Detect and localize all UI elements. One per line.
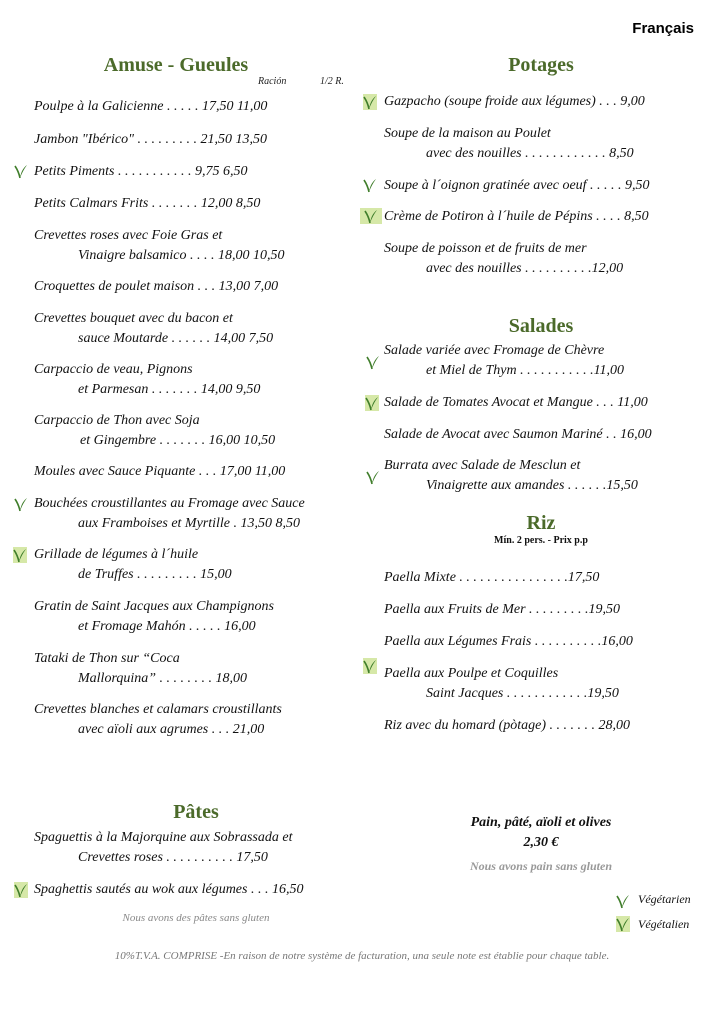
item-line-1: Bouchées croustillantes au Fromage avec Sauce	[34, 496, 305, 511]
bread-price: 2,30 €	[523, 835, 559, 850]
col-half-racion: 1/2 R.	[320, 76, 344, 87]
menu-item: Gazpacho (soupe froide aux légumes) . . . 9,00	[384, 94, 645, 109]
item-line-2: aux Framboises et Myrtille . 13,50 8,50	[78, 516, 301, 531]
menu-item: Salade de Avocat avec Saumon Mariné . . 16,00	[384, 427, 652, 442]
item-line-1: Crevettes blanches et calamars croustillants	[34, 702, 282, 717]
menu-item: Paella aux Fruits de Mer . . . . . . . . .19,50	[384, 602, 621, 617]
menu-item: Moules avec Sauce Piquante . . . 17,00 11,00	[34, 464, 286, 479]
item-line-2: avec des nouilles . . . . . . . . . .12,00	[426, 261, 624, 276]
item-line-1: Crevettes roses avec Foie Gras et	[34, 228, 223, 243]
item-line-1: Carpaccio de veau, Pignons	[34, 362, 193, 377]
menu-item	[34, 411, 275, 451]
item-line-2: Saint Jacques . . . . . . . . . . . .19,50	[426, 686, 619, 701]
legend-vegetarian: Végétarien	[638, 892, 691, 906]
vegetarian-icon	[363, 177, 377, 193]
bread-title: Pain, pâté, aïoli et olives	[470, 815, 612, 830]
menu-item: Paella Mixte . . . . . . . . . . . . . . . .17,50	[384, 570, 600, 585]
vegetarian-icon	[14, 496, 28, 512]
amuse-title: Amuse - Gueules	[103, 54, 249, 76]
item-line-2: avec des nouilles . . . . . . . . . . . . 8,50	[426, 146, 634, 161]
menu-item	[34, 226, 285, 266]
item-line-1: Tataki de Thon sur “Coca	[34, 651, 180, 666]
vegan-icon	[616, 916, 630, 932]
item-line-1: Soupe de la maison au Poulet	[384, 126, 551, 141]
menu-item: Croquettes de poulet maison . . . 13,00 7,00	[34, 279, 279, 294]
menu-item	[34, 649, 247, 689]
menu-item	[384, 124, 634, 164]
legend-vegan: Végétalien	[638, 917, 690, 931]
menu-item: Soupe à l´oignon gratinée avec oeuf . . . . . 9,50	[384, 178, 650, 193]
potages-title: Potages	[508, 54, 574, 76]
menu-item: Riz avec du homard (pòtage) . . . . . . . 28,00	[384, 718, 630, 733]
menu-item: Paella aux Légumes Frais . . . . . . . . . .16,00	[384, 634, 633, 649]
item-line-2: avec aïoli aux agrumes . . . 21,00	[78, 722, 265, 737]
riz-title: Riz	[526, 512, 556, 534]
vegan-icon	[363, 658, 377, 674]
item-line-1: Paella aux Poulpe et Coquilles	[384, 666, 559, 681]
menu-item	[384, 456, 638, 496]
item-line-1: Burrata avec Salade de Mesclun et	[384, 458, 581, 473]
menu-item	[384, 664, 619, 704]
vegetarian-icon	[616, 893, 630, 909]
menu-item	[384, 239, 623, 279]
item-line-1: Spaguettis à la Majorquine aux Sobrassada et	[34, 830, 293, 845]
language-label: Français	[632, 20, 694, 37]
pates-title: Pâtes	[173, 801, 219, 823]
menu-item: Petits Piments . . . . . . . . . . . 9,75 6,50	[34, 164, 248, 179]
vegetarian-icon	[366, 354, 380, 370]
menu-item	[34, 309, 273, 349]
item-line-2: Mallorquina” . . . . . . . . 18,00	[78, 671, 248, 686]
vegetarian-icon	[14, 163, 28, 179]
vegan-icon	[14, 882, 28, 898]
menu-item	[34, 360, 260, 400]
item-line-2: et Fromage Mahón . . . . . 16,00	[78, 619, 256, 634]
menu-item	[34, 545, 232, 585]
menu-item: Spaghettis sautés au wok aux légumes . . . 16,50	[34, 882, 304, 897]
vegetarian-icon	[366, 469, 380, 485]
item-line-1: Gratin de Saint Jacques aux Champignons	[34, 599, 274, 614]
footer-note: 10%T.V.A. COMPRISE -En raison de notre système de facturation, una seule note est établie pour chaque table.	[114, 950, 610, 962]
vegan-icon	[363, 94, 377, 110]
item-line-2: Vinaigrette aux amandes . . . . . .15,50	[426, 478, 638, 493]
menu-item: Petits Calmars Frits . . . . . . . 12,00 8,50	[34, 196, 261, 211]
item-line-2: de Truffes . . . . . . . . . 15,00	[78, 567, 232, 582]
vegan-icon	[360, 208, 382, 224]
pates-gluten-note: Nous avons des pâtes sans gluten	[122, 912, 270, 924]
riz-subtitle: Mín. 2 pers. - Prix p.p	[494, 535, 588, 546]
vegan-icon	[13, 547, 27, 563]
item-line-1: Salade variée avec Fromage de Chèvre	[384, 343, 605, 358]
menu-item	[34, 700, 282, 740]
item-line-1: Crevettes bouquet avec du bacon et	[34, 311, 233, 326]
menu-item: Poulpe à la Galicienne . . . . . 17,50 11,00	[34, 99, 268, 114]
item-line-2: et Miel de Thym . . . . . . . . . . .11,00	[426, 363, 625, 378]
salades-title: Salades	[508, 315, 574, 337]
item-line-1: Soupe de poisson et de fruits de mer	[384, 241, 587, 256]
menu-item	[384, 341, 624, 381]
item-line-2: Crevettes roses . . . . . . . . . . 17,50	[78, 850, 268, 865]
vegan-icon	[365, 395, 379, 411]
item-line-2: et Gingembre . . . . . . . 16,00 10,50	[80, 433, 276, 448]
item-line-2: sauce Moutarde . . . . . . 14,00 7,50	[78, 331, 274, 346]
item-line-1: Grillade de légumes à l´huile	[34, 547, 199, 562]
item-line-1: Carpaccio de Thon avec Soja	[34, 413, 200, 428]
menu-item: Salade de Tomates Avocat et Mangue . . . 11,00	[384, 395, 648, 410]
menu-item	[34, 597, 274, 637]
menu-item: Crème de Potiron à l´huile de Pépins . . . . 8,50	[384, 209, 649, 224]
col-racion: Ración	[258, 76, 287, 87]
item-line-2: et Parmesan . . . . . . . 14,00 9,50	[78, 382, 261, 397]
menu-item	[34, 494, 305, 534]
bread-gluten-note: Nous avons pain sans gluten	[469, 859, 613, 873]
item-line-2: Vinaigre balsamico . . . . 18,00 10,50	[78, 248, 285, 263]
menu-item: Jambon "Ibérico" . . . . . . . . . 21,50 13,50	[34, 132, 268, 147]
menu-item	[34, 828, 292, 868]
